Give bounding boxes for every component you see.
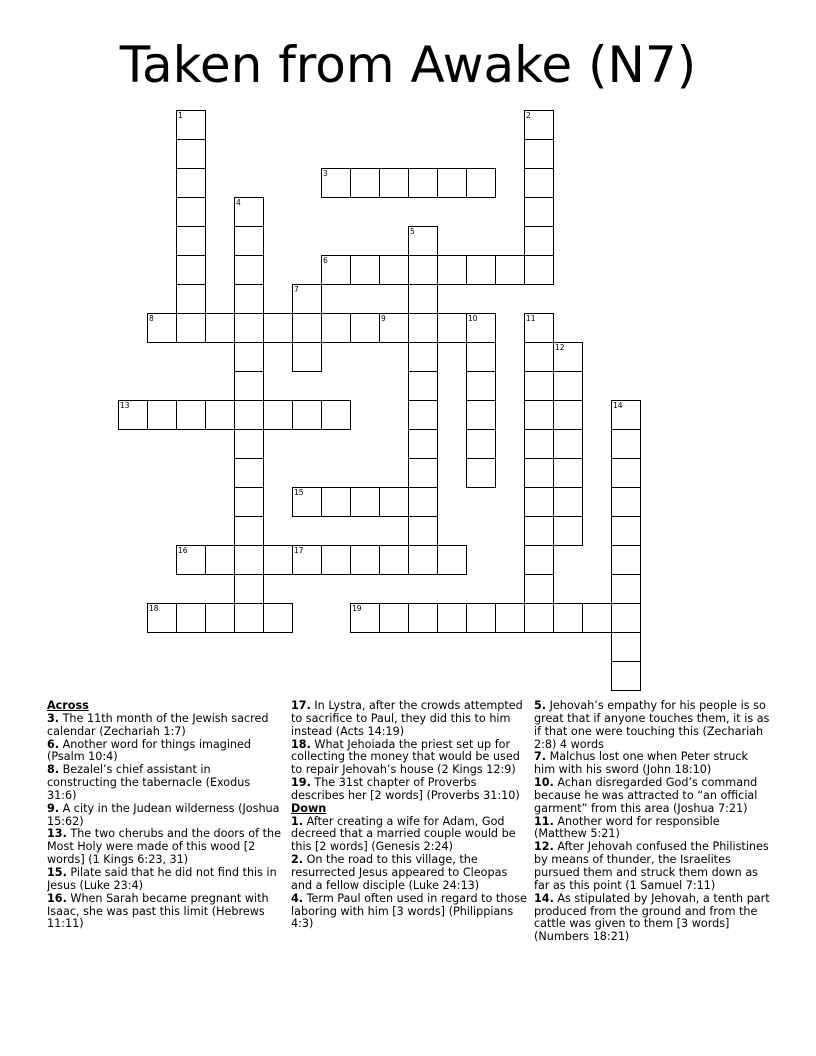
grid-cell[interactable] bbox=[437, 255, 467, 285]
clue-number-label: 2. bbox=[291, 854, 304, 867]
clue-number: 18 bbox=[149, 603, 159, 613]
grid-cell[interactable] bbox=[408, 516, 438, 546]
grid-cell[interactable] bbox=[408, 168, 438, 198]
grid-cell[interactable] bbox=[466, 603, 496, 633]
across-clue bbox=[47, 764, 283, 803]
clue-text: Another word for things imagined (Psalm 10:4) bbox=[47, 738, 252, 764]
clue-number-label: 17. bbox=[291, 700, 311, 712]
clue-text: A city in the Judean wilderness (Joshua 15:62) bbox=[47, 802, 280, 828]
clue-number: 6 bbox=[323, 255, 328, 265]
down-clue bbox=[534, 816, 770, 842]
clue-number: 17 bbox=[294, 545, 304, 555]
clue-text: Malchus lost one when Peter struck him with his sword (John 18:10) bbox=[534, 751, 748, 777]
grid-cell[interactable] bbox=[524, 371, 554, 401]
grid-cell[interactable] bbox=[234, 487, 264, 517]
grid-cell[interactable] bbox=[524, 110, 554, 140]
grid-cell[interactable] bbox=[350, 545, 380, 575]
grid-cell[interactable] bbox=[553, 603, 583, 633]
grid-cell[interactable] bbox=[408, 400, 438, 430]
grid-cell[interactable] bbox=[611, 661, 641, 691]
grid-cell[interactable] bbox=[234, 516, 264, 546]
clue-number-label: 16. bbox=[47, 892, 67, 905]
grid-cell[interactable] bbox=[321, 168, 351, 198]
clue-text: After creating a wife for Adam, God decreed that a married couple would be this [2 words] (Genesis 2:24) bbox=[291, 815, 516, 854]
down-clue bbox=[534, 841, 770, 892]
clue-number-label: 13. bbox=[47, 828, 67, 841]
grid-cell[interactable] bbox=[553, 429, 583, 459]
clue-text: In Lystra, after the crowds attempted to sacrifice to Paul, they did this to him instead (Acts 14:19) bbox=[291, 700, 523, 738]
clue-number: 9 bbox=[381, 313, 386, 323]
grid-cell[interactable] bbox=[524, 487, 554, 517]
grid-cell[interactable] bbox=[553, 458, 583, 488]
grid-cell[interactable] bbox=[611, 429, 641, 459]
grid-cell[interactable] bbox=[321, 545, 351, 575]
grid-cell[interactable] bbox=[408, 255, 438, 285]
down-clue bbox=[291, 854, 527, 893]
grid-cell[interactable] bbox=[321, 400, 351, 430]
grid-cell[interactable] bbox=[234, 197, 264, 227]
grid-cell[interactable] bbox=[176, 255, 206, 285]
grid-cell[interactable] bbox=[582, 603, 612, 633]
grid-cell[interactable] bbox=[466, 168, 496, 198]
grid-cell[interactable] bbox=[408, 226, 438, 256]
grid-cell[interactable] bbox=[205, 313, 235, 343]
clue-number: 8 bbox=[149, 313, 154, 323]
clue-text: The 11th month of the Jewish sacred calendar (Zechariah 1:7) bbox=[47, 712, 269, 738]
grid-cell[interactable] bbox=[553, 487, 583, 517]
grid-cell[interactable] bbox=[234, 342, 264, 372]
down-clue bbox=[534, 893, 770, 944]
grid-cell[interactable] bbox=[437, 168, 467, 198]
grid-cell[interactable] bbox=[466, 255, 496, 285]
grid-cell[interactable] bbox=[234, 400, 264, 430]
grid-cell[interactable] bbox=[234, 371, 264, 401]
grid-cell[interactable] bbox=[408, 603, 438, 633]
grid-cell[interactable] bbox=[466, 313, 496, 343]
grid-cell[interactable] bbox=[408, 284, 438, 314]
grid-cell[interactable] bbox=[263, 313, 293, 343]
grid-cell[interactable] bbox=[321, 313, 351, 343]
clue-number-label: 18. bbox=[291, 738, 311, 751]
grid-cell[interactable] bbox=[292, 313, 322, 343]
grid-cell[interactable] bbox=[408, 342, 438, 372]
grid-cell[interactable] bbox=[292, 342, 322, 372]
grid-cell[interactable] bbox=[379, 168, 409, 198]
grid-cell[interactable] bbox=[176, 139, 206, 169]
down-clue bbox=[291, 893, 527, 932]
clue-number: 11 bbox=[526, 313, 536, 323]
grid-cell[interactable] bbox=[176, 168, 206, 198]
grid-cell[interactable] bbox=[524, 139, 554, 169]
grid-cell[interactable] bbox=[147, 603, 177, 633]
clue-text: Bezalel’s chief assistant in constructing the tabernacle (Exodus 31:6) bbox=[47, 764, 251, 802]
grid-cell[interactable] bbox=[350, 255, 380, 285]
grid-cell[interactable] bbox=[611, 545, 641, 575]
clue-text: The two cherubs and the doors of the Most Holy were made of this wood [2 words] (1 Kings 6:23, 31) bbox=[47, 828, 281, 867]
grid-cell[interactable] bbox=[205, 603, 235, 633]
grid-cell[interactable] bbox=[176, 545, 206, 575]
grid-cell[interactable] bbox=[147, 313, 177, 343]
clue-number: 2 bbox=[526, 110, 531, 120]
grid-cell[interactable] bbox=[118, 400, 148, 430]
grid-cell[interactable] bbox=[234, 458, 264, 488]
grid-cell[interactable] bbox=[466, 342, 496, 372]
clue-number-label: 11. bbox=[534, 815, 554, 828]
grid-cell[interactable] bbox=[466, 429, 496, 459]
clue-number-label: 15. bbox=[47, 867, 67, 879]
grid-cell[interactable] bbox=[176, 226, 206, 256]
grid-cell[interactable] bbox=[350, 168, 380, 198]
grid-cell[interactable] bbox=[437, 313, 467, 343]
grid-cell[interactable] bbox=[524, 545, 554, 575]
grid-cell[interactable] bbox=[379, 255, 409, 285]
grid-cell[interactable] bbox=[234, 313, 264, 343]
grid-cell[interactable] bbox=[321, 255, 351, 285]
puzzle-title: Taken from Awake (N7) bbox=[119, 36, 697, 94]
grid-cell[interactable] bbox=[408, 313, 438, 343]
grid-cell[interactable] bbox=[466, 371, 496, 401]
grid-cell[interactable] bbox=[524, 255, 554, 285]
across-clue bbox=[291, 739, 527, 778]
down-clue bbox=[534, 700, 770, 751]
grid-cell[interactable] bbox=[524, 342, 554, 372]
down-clue bbox=[534, 751, 770, 777]
grid-cell[interactable] bbox=[495, 255, 525, 285]
grid-cell[interactable] bbox=[524, 458, 554, 488]
grid-cell[interactable] bbox=[524, 429, 554, 459]
grid-cell[interactable] bbox=[611, 487, 641, 517]
grid-cell[interactable] bbox=[524, 168, 554, 198]
grid-cell[interactable] bbox=[437, 603, 467, 633]
clue-number-label: 10. bbox=[534, 777, 554, 790]
grid-cell[interactable] bbox=[234, 429, 264, 459]
clue-number-label: 6. bbox=[47, 738, 60, 751]
grid-cell[interactable] bbox=[524, 603, 554, 633]
grid-cell[interactable] bbox=[408, 429, 438, 459]
grid-cell[interactable] bbox=[205, 545, 235, 575]
grid-cell[interactable] bbox=[379, 487, 409, 517]
grid-cell[interactable] bbox=[234, 574, 264, 604]
grid-cell[interactable] bbox=[524, 313, 554, 343]
grid-cell[interactable] bbox=[553, 342, 583, 372]
grid-cell[interactable] bbox=[611, 458, 641, 488]
grid-cell[interactable] bbox=[611, 632, 641, 662]
across-clue bbox=[47, 893, 283, 932]
clue-number-label: 14. bbox=[534, 892, 554, 905]
grid-cell[interactable] bbox=[176, 400, 206, 430]
clue-text: What Jehoiada the priest set up for collecting the money that would be used to repair Jehovah’s house (2 Kings 12:9) bbox=[291, 738, 520, 777]
grid-cell[interactable] bbox=[611, 516, 641, 546]
grid-cell[interactable] bbox=[611, 603, 641, 633]
grid-cell[interactable] bbox=[408, 458, 438, 488]
grid-cell[interactable] bbox=[234, 284, 264, 314]
clue-number: 16 bbox=[178, 545, 188, 555]
clue-number-label: 9. bbox=[47, 802, 60, 815]
clue-number-label: 4. bbox=[291, 892, 304, 905]
grid-cell[interactable] bbox=[553, 400, 583, 430]
grid-cell[interactable] bbox=[553, 516, 583, 546]
clue-text: Another word for responsible (Matthew 5:21) bbox=[534, 815, 720, 841]
grid-cell[interactable] bbox=[524, 516, 554, 546]
grid-cell[interactable] bbox=[524, 197, 554, 227]
grid-cell[interactable] bbox=[176, 197, 206, 227]
clue-text: Jehovah’s empathy for his people is so great that if anyone touches them, it is as if that one were touching this (Zechariah 2:8) 4 words bbox=[534, 700, 770, 751]
clue-number-label: 12. bbox=[534, 841, 554, 854]
grid-cell[interactable] bbox=[408, 487, 438, 517]
grid-cell[interactable] bbox=[263, 400, 293, 430]
clue-text: After Jehovah confused the Philistines by means of thunder, the Israelites pursued them and struck them down as far as this point (1 Samuel 7:11) bbox=[534, 841, 769, 892]
clues-column-2 bbox=[291, 700, 527, 931]
grid-cell[interactable] bbox=[466, 400, 496, 430]
across-clue bbox=[47, 713, 283, 739]
grid-cell[interactable] bbox=[292, 545, 322, 575]
grid-cell[interactable] bbox=[176, 110, 206, 140]
grid-cell[interactable] bbox=[234, 545, 264, 575]
grid-cell[interactable] bbox=[147, 400, 177, 430]
clues-column-1 bbox=[47, 700, 283, 931]
clue-number: 14 bbox=[613, 400, 623, 410]
across-clue bbox=[47, 803, 283, 829]
clue-text: Achan disregarded God’s command because he was attracted to “an official garment” from this area (Joshua 7:21) bbox=[534, 777, 758, 815]
across-clue bbox=[47, 828, 283, 867]
grid-cell[interactable] bbox=[524, 574, 554, 604]
grid-cell[interactable] bbox=[408, 545, 438, 575]
grid-cell[interactable] bbox=[437, 545, 467, 575]
grid-cell[interactable] bbox=[176, 603, 206, 633]
grid-cell[interactable] bbox=[379, 545, 409, 575]
grid-cell[interactable] bbox=[263, 603, 293, 633]
grid-cell[interactable] bbox=[263, 545, 293, 575]
grid-cell[interactable] bbox=[379, 313, 409, 343]
down-clue bbox=[534, 777, 770, 816]
clue-number: 13 bbox=[120, 400, 130, 410]
grid-cell[interactable] bbox=[292, 284, 322, 314]
grid-cell[interactable] bbox=[350, 313, 380, 343]
grid-cell[interactable] bbox=[350, 603, 380, 633]
across-heading: Across bbox=[47, 699, 89, 712]
clue-number: 1 bbox=[178, 110, 183, 120]
clue-number: 3 bbox=[323, 168, 328, 178]
grid-cell[interactable] bbox=[466, 458, 496, 488]
clue-number-label: 3. bbox=[47, 712, 60, 725]
clue-number-label: 5. bbox=[534, 700, 547, 712]
clue-text: The 31st chapter of Proverbs describes her [2 words] (Proverbs 31:10) bbox=[291, 777, 520, 802]
clue-number-label: 19. bbox=[291, 777, 311, 790]
grid-cell[interactable] bbox=[234, 603, 264, 633]
grid-cell[interactable] bbox=[205, 400, 235, 430]
clue-number: 12 bbox=[555, 342, 565, 352]
clue-text: As stipulated by Jehovah, a tenth part produced from the ground and from the cattle was given to them [3 words] (Numbers 18:21) bbox=[534, 892, 770, 944]
across-clue bbox=[291, 700, 527, 739]
grid-cell[interactable] bbox=[524, 400, 554, 430]
across-clue bbox=[47, 739, 283, 765]
clues-column-3 bbox=[534, 700, 770, 944]
clue-number: 10 bbox=[468, 313, 478, 323]
grid-cell[interactable] bbox=[495, 603, 525, 633]
clue-number: 19 bbox=[352, 603, 362, 613]
clue-text: Term Paul often used in regard to those laboring with him [3 words] (Philippians 4:3) bbox=[291, 892, 527, 931]
grid-cell[interactable] bbox=[292, 400, 322, 430]
grid-cell[interactable] bbox=[176, 284, 206, 314]
grid-cell[interactable] bbox=[611, 400, 641, 430]
grid-cell[interactable] bbox=[350, 487, 380, 517]
clue-text: Pilate said that he did not find this in Jesus (Luke 23:4) bbox=[47, 867, 277, 892]
across-clue bbox=[47, 867, 283, 893]
across-clue bbox=[291, 777, 527, 803]
grid-cell[interactable] bbox=[292, 487, 322, 517]
grid-cell[interactable] bbox=[234, 226, 264, 256]
clue-number: 5 bbox=[410, 226, 415, 236]
grid-cell[interactable] bbox=[524, 226, 554, 256]
grid-cell[interactable] bbox=[611, 574, 641, 604]
grid-cell[interactable] bbox=[379, 603, 409, 633]
clue-number: 4 bbox=[236, 197, 241, 207]
grid-cell[interactable] bbox=[176, 313, 206, 343]
clue-text: When Sarah became pregnant with Isaac, she was past this limit (Hebrews 11:11) bbox=[47, 892, 269, 931]
clue-number-label: 8. bbox=[47, 764, 60, 777]
grid-cell[interactable] bbox=[234, 255, 264, 285]
clue-number: 7 bbox=[294, 284, 299, 294]
clue-number-label: 7. bbox=[534, 751, 547, 764]
down-clue bbox=[291, 816, 527, 855]
grid-cell[interactable] bbox=[408, 371, 438, 401]
grid-cell[interactable] bbox=[321, 487, 351, 517]
grid-cell[interactable] bbox=[553, 371, 583, 401]
clue-number: 15 bbox=[294, 487, 304, 497]
down-heading: Down bbox=[291, 801, 327, 815]
clue-text: On the road to this village, the resurrected Jesus appeared to Cleopas and a fellow disciple (Luke 24:13) bbox=[291, 854, 508, 892]
clue-number-label: 1. bbox=[291, 815, 304, 828]
